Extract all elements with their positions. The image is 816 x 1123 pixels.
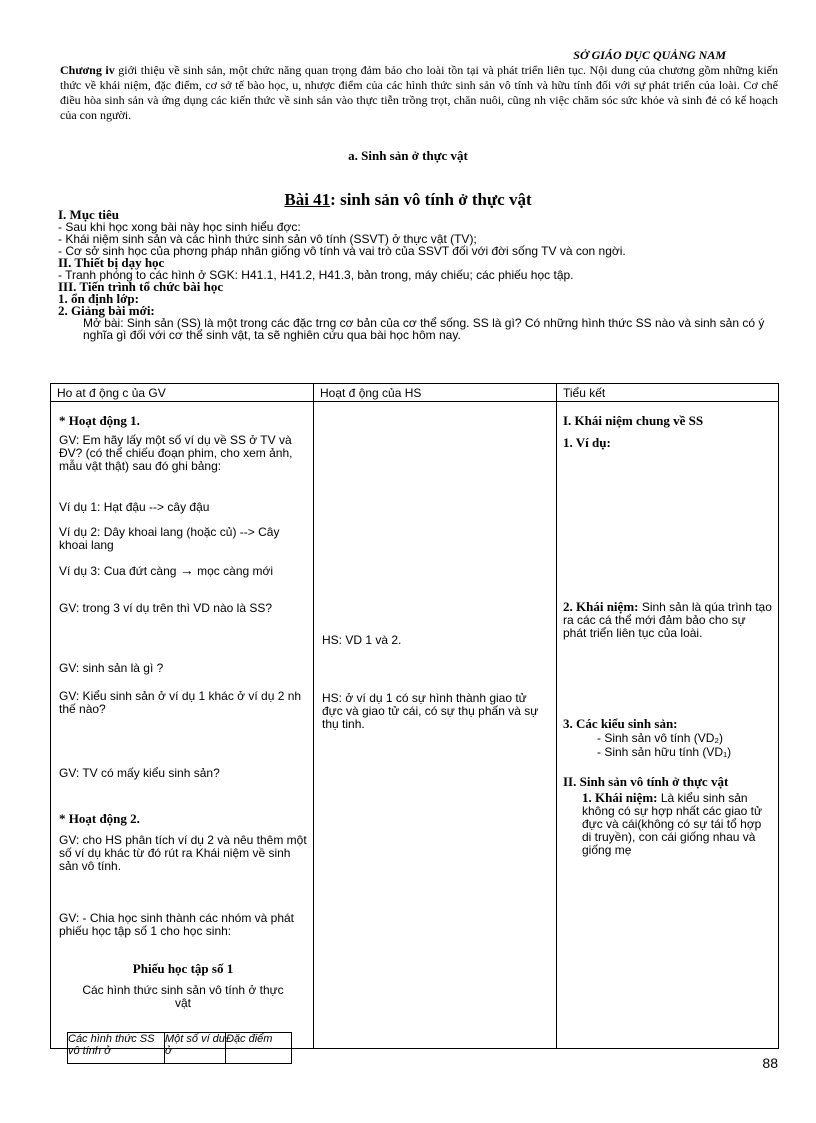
objective-line: - Khái niệm sinh sản và các hình thức sinh sản vô tính (SSVT) ở thực vật (TV);	[58, 232, 477, 246]
header-hs: Hoạt đ ộng của HS	[314, 384, 557, 402]
section-a-title: a. Sinh sản ở thực vật	[348, 148, 468, 163]
concept-label: 2. Khái niệm:	[563, 599, 639, 614]
intro-text: giới thiệu về sinh sản, một chức năng quan trọng đảm bảo cho loài tồn tại và phát triển liên tục. Nội dung của chương gồm những kiến thức về khái niệm, đặc điểm, cơ sở tế bào học, u, nhược điểm của các hình thức sinh sản vô tính và hữu tính đối với sự phát triển của loài. Cơ chế điều hòa sinh sản và ứng dụng các kiến thức về sinh sản vào thực tiễn trồng trọt, chăn nuôi, cũng nh việc chăm sóc sức khỏe và sinh đẻ có kế hoạch của con người.	[60, 63, 778, 122]
table-body-row	[51, 402, 779, 1049]
examples-label: 1. Ví dụ:	[563, 435, 611, 450]
lesson-title	[0, 190, 816, 210]
lesson-number: Bài 41	[284, 190, 331, 209]
activity-2-heading: * Hoạt động 2.	[59, 811, 140, 826]
equipment-line: - Tranh phóng to các hình ở SGK: H41.1, H41.2, H41.3, bản trong, máy chiếu; các phiếu học tập.	[58, 268, 574, 282]
opening-text: Mở bài: Sinh sản (SS) là một trong các đặc trng cơ bản của cơ thể sống. SS là gì? Có những hình thức SS nào và sinh sản có ý nghĩa gì đối với cơ thể sinh vật, ta sẽ nghiên cứu qua bài học hôm nay.	[83, 316, 765, 342]
concept-2-text	[582, 791, 772, 857]
example-3-start: Ví dụ 3: Cua đứt càng	[59, 564, 177, 578]
header-tieuket: Tiểu kết	[557, 384, 779, 402]
concept-2-body: Là kiểu sinh sản không có sự hợp nhất các giao tử đực và cái(không có sự tái tổ hợp di truyền), con cái giống nhau và giống mẹ	[582, 791, 763, 857]
equipment-heading: II. Thiết bị dạy học	[58, 255, 165, 270]
page-header: SỞ GIÁO DỤC QUẢNG NAM	[573, 48, 726, 62]
objectives-heading: I. Mục tiêu	[58, 207, 120, 222]
concept-2-label: 1. Khái niệm:	[582, 790, 658, 805]
example-2: Ví dụ 2: Dây khoai lang (hoặc củ) --> Cây khoai lang	[59, 525, 280, 552]
intro-lead: Chương iv	[60, 63, 115, 77]
worksheet-subtitle: Các hình thức sinh sản vô tính ở thực vật	[82, 983, 284, 1010]
table-header-row	[51, 384, 779, 402]
gv-question: GV: Kiểu sinh sản ở ví dụ 1 khác ở ví dụ 2 nh thế nào?	[59, 689, 302, 716]
type-item: - Sinh sản hữu tính (VD₁)	[597, 745, 732, 759]
gv-text: GV: - Chia học sinh thành các nhóm và phát phiếu học tập số 1 cho học sinh:	[59, 911, 295, 938]
objective-line: - Cơ sở sinh học của phơng pháp nhân giống vô tính và vai trò của SSVT đối với đời sống TV và con ngời.	[58, 244, 626, 258]
hs-answer: HS: VD 1 và 2.	[322, 633, 402, 647]
worksheet-col: Một số ví du ở	[165, 1033, 226, 1064]
types-label: 3. Các kiểu sinh sản:	[563, 716, 678, 731]
procedure-step-1: 1. ổn định lớp:	[58, 291, 139, 306]
gv-text: GV: cho HS phân tích ví dụ 2 và nêu thêm một số ví dụ khác từ đó rút ra Khái niệm về sinh sản vô tính.	[59, 833, 307, 873]
objectives-block	[58, 209, 778, 341]
gv-question: GV: TV có mấy kiểu sinh sản?	[59, 766, 220, 780]
intro-paragraph	[60, 63, 778, 123]
header-gv: Ho at đ ộng c ủa GV	[51, 384, 314, 402]
activity-1-heading: * Hoạt động 1.	[59, 413, 140, 428]
concept-text	[563, 600, 772, 640]
gv-column	[51, 402, 314, 1057]
example-1: Ví dụ 1: Hạt đậu --> cây đậu	[59, 500, 210, 514]
page-number: 88	[762, 1055, 778, 1071]
worksheet-col: Các hình thức SS vô tính ở	[68, 1033, 165, 1064]
lesson-name: : sinh sản vô tính ở thực vật	[330, 190, 532, 209]
gv-question: GV: sinh sản là gì ?	[59, 661, 164, 675]
worksheet-table	[67, 1032, 292, 1064]
worksheet-title: Phiếu học tập số 1	[132, 961, 234, 976]
tieuket-column	[557, 402, 779, 1049]
example-3-end: mọc càng mới	[197, 564, 274, 578]
example-3	[59, 564, 307, 578]
type-item: - Sinh sản vô tính (VD₂)	[597, 731, 724, 745]
concept-body: Sinh sản là qúa trình tạo ra các cá thể mới đảm bảo cho sự phát triển liên tục của loài.	[563, 600, 772, 640]
gv-question: GV: trong 3 ví dụ trên thì VD nào là SS?	[59, 601, 273, 615]
summary-heading-1: I. Khái niệm chung về SS	[563, 413, 704, 428]
hs-column	[314, 402, 557, 1049]
summary-heading-2: II. Sinh sản vô tính ở thực vật	[563, 774, 729, 789]
worksheet-col: Đặc điểm	[226, 1033, 292, 1064]
hs-answer: HS: ở ví dụ 1 có sự hình thành giao tử đực và giao tử cái, có sự thụ phấn và sự thụ tinh.	[322, 691, 539, 731]
gv-text: GV: Em hãy lấy một số ví dụ về SS ở TV và ĐV? (có thể chiếu đoạn phim, cho xem ảnh, mẫu vật thật) sau đó ghi bảng:	[59, 433, 293, 473]
arrow-right-icon: →	[179, 562, 194, 578]
worksheet-header-row	[68, 1033, 292, 1064]
procedure-heading: III. Tiến trình tổ chức bài học	[58, 279, 224, 294]
objective-line: - Sau khi học xong bài này học sinh hiểu đợc:	[58, 220, 301, 234]
procedure-step-2: 2. Giảng bài mới:	[58, 303, 155, 318]
lesson-table	[50, 383, 779, 1057]
